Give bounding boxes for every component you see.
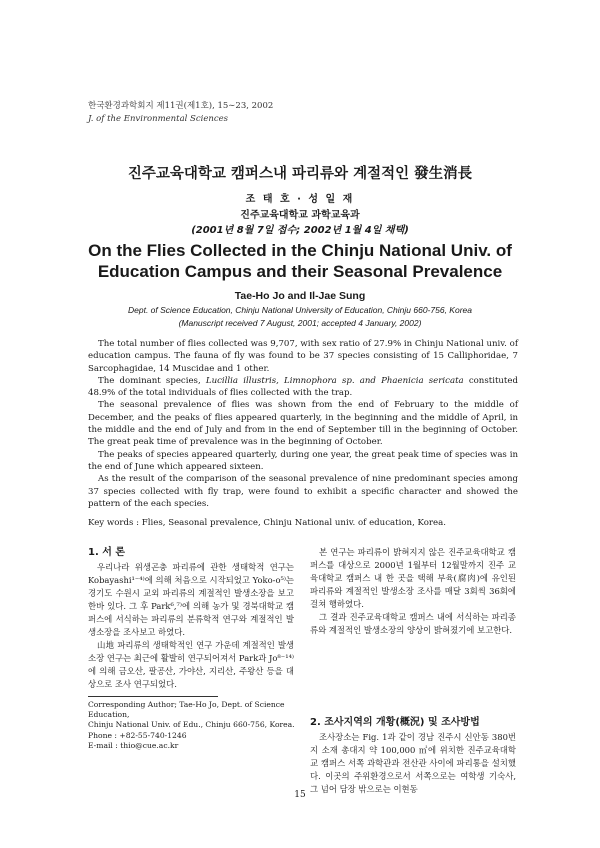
abstract-paragraph-2 <box>88 375 518 400</box>
abstract-paragraph-4: The peaks of species appeared quarterly, during one year, the great peak time of species was in the end of June which appeared sixteen. <box>88 449 518 472</box>
abstract-paragraph-5: As the result of the comparison of the seasonal prevalence of nine predominant species among 37 species collected with fly trap, were found to exhibit a specific character and showed the pattern of the each species. <box>88 474 518 509</box>
intro-paragraph-1: 우리나라 위생곤충 파리류에 관한 생태학적 연구는 Kobayashi¹⁻⁴⁾에 의해 처음으로 시작되었고 Yoko-o⁵⁾는 경기도 수원시 교외 파리류의 계절적인 발생소장을 보고한바 있다. 그 후 Park⁶,⁷⁾에 의해 농가 및 경북대학교 캠퍼스에 서식하는 파리류의 분류학적 연구와 계절적인 발생소장을 조사보고 하였다. <box>88 562 294 637</box>
english-affiliation <box>0 304 600 330</box>
english-dept: Dept. of Science Education, Chinju National University of Education, Chinju 660-756, Korea <box>128 305 472 315</box>
footnote-phone: Phone : +82-55-740-1246 <box>88 730 187 740</box>
english-title-line1: On the Flies Collected in the Chinju National Univ. of <box>88 241 512 260</box>
korean-title: 진주교육대학교 캠퍼스내 파리류와 계절적인 發生消長 <box>127 166 473 182</box>
methods-paragraph-1: 조사장소는 Fig. 1과 같이 경남 진주시 신안동 380번지 소재 총대지 약 100,000 ㎡에 위치한 진주교육대학교 캠퍼스 서쪽 과학관과 전산관 사이에 파리통을 설치했다. 이곳의 주위환경으로서 서쪽으로는 여학생 기숙사, 그 넘어 담장 밖으로는 이현동 <box>310 732 516 794</box>
journal-header <box>88 100 273 126</box>
abstract <box>88 338 518 510</box>
english-title <box>0 240 600 282</box>
abstract-paragraph-1: The total number of flies collected was 9,707, with sex ratio of 27.9% in Chinju National univ. of education campus. The fauna of fly was found to be 37 species consisting of 15 Calliphoridae, 7 Sarcophagidae, 14 Muscidae and 1 other. <box>88 339 518 374</box>
korean-affiliation: 진주교육대학교 과학교육과 <box>240 210 360 221</box>
journal-name: J. of the Environmental Sciences <box>88 114 229 124</box>
footnote <box>88 700 298 751</box>
english-authors: Tae-Ho Jo and Il-Jae Sung <box>234 290 366 302</box>
korean-authors: 조 태 호 · 성 일 재 <box>245 194 355 205</box>
page-number: 15 <box>294 790 306 800</box>
intro-paragraph-2: 山地 파리류의 생태학적인 연구 가운데 계절적인 발생소장 연구는 최근에 활발히 연구되어져서 Park과 Jo⁸⁻¹⁴⁾에 의해 금오산, 팔공산, 가야산, 지리산, 주왕산 등을 대상으로 조사 연구되었다. <box>88 640 294 689</box>
footnote-address: Chinju National Univ. of Edu., Chinju 660-756, Korea. <box>88 720 295 730</box>
footnote-author: Corresponding Author; Tae-Ho Jo, Dept. of Science Education, <box>88 700 285 720</box>
section-heading-introduction: 1. 서 론 <box>88 547 126 558</box>
footnote-email: E-mail : thio@cue.ac.kr <box>88 740 179 750</box>
dominant-species: Lucillia illustris, Limnophora sp. and Phaenicia sericata <box>205 375 464 386</box>
abstract-p2-post: constituted 48.9% of the total individuals of flies collected with the trap. <box>88 375 518 399</box>
abstract-paragraph-3: The seasonal prevalence of flies was shown from the end of February to the middle of December, and the peaks of flies appeared quarterly, in the beginning and the middle of April, in the middle and the end of July and from in the end of September till in the beginning of October. The great peak time of prevalence was in the beginning of October. <box>88 400 518 448</box>
footnote-divider <box>88 696 218 697</box>
english-title-line2: Education Campus and their Seasonal Prevalence <box>97 262 503 281</box>
left-column <box>88 546 294 691</box>
journal-citation: 한국환경과학회지 제11권(제1호), 15∼23, 2002 <box>88 101 274 111</box>
right-paragraph-2: 그 결과 진주교육대학교 캠퍼스 내에 서식하는 파리종류와 계절적인 발생소장의 양상이 밝혀졌기에 보고한다. <box>310 612 516 635</box>
section-heading-methods: 2. 조사지역의 개황(概況) 및 조사방법 <box>310 717 480 728</box>
right-paragraph-1: 본 연구는 파리류이 밝혀지지 않은 진주교육대학교 캠퍼스를 대상으로 2000년 1월부터 12월말까지 진주 교육대학교 캠퍼스 내 한 곳을 택해 부육(腐肉)에 유인된 파리류와 계절적인 발생소장 조사를 매달 3회씩 36회에 걸쳐 행하였다. <box>310 547 516 609</box>
english-received: (Manuscript received 7 August, 2001; accepted 4 January, 2002) <box>178 318 422 328</box>
right-column <box>310 546 516 637</box>
keywords: Key words : Flies, Seasonal prevalence, Chinju National univ. of education, Korea. <box>88 518 446 528</box>
methods-section <box>310 716 516 796</box>
abstract-p2-pre: The dominant species, <box>98 375 206 386</box>
korean-received: (2001년 8월 7일 접수; 2002년 1월 4일 채택) <box>191 225 409 236</box>
